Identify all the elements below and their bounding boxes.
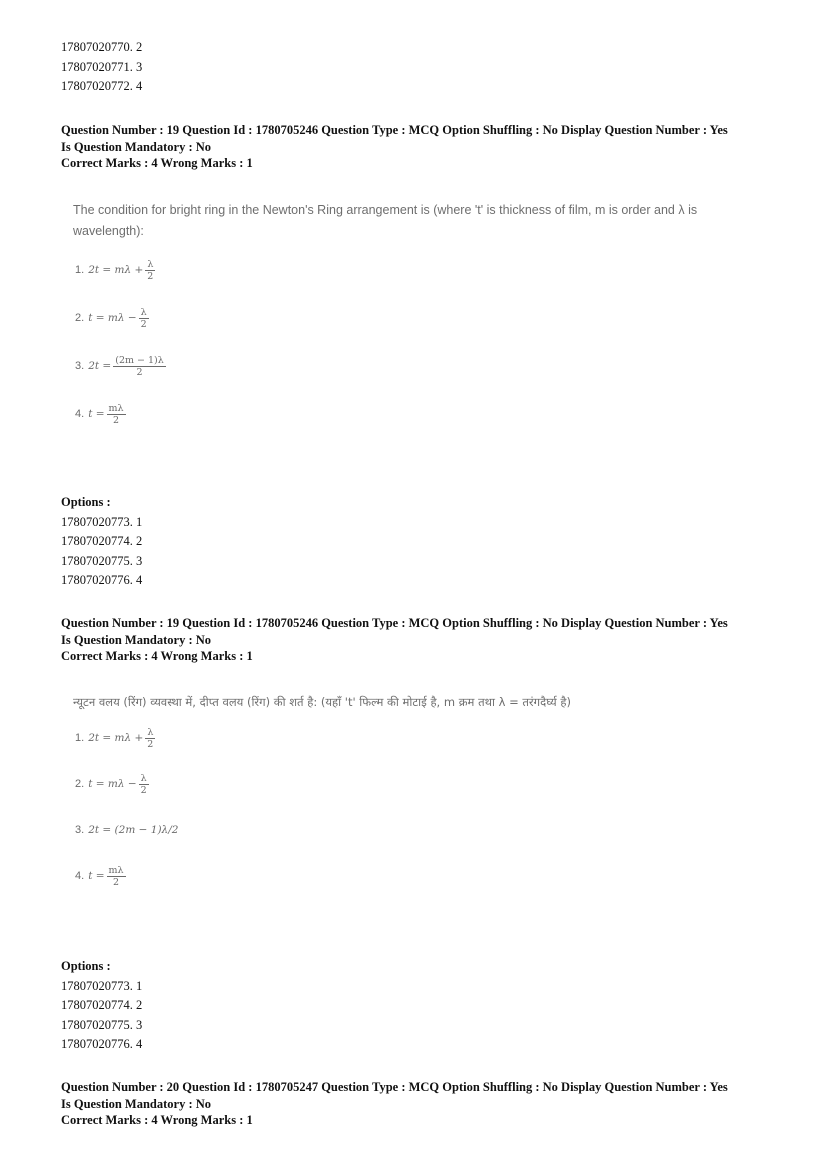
option-line: 17807020776. 4 xyxy=(61,573,143,588)
option-line: 17807020776. 4 xyxy=(61,1037,143,1052)
question-text-line: The condition for bright ring in the Newton's Ring arrangement is (where 't' is thickness of film, m is order and λ is xyxy=(73,203,698,217)
fraction-denominator: 2 xyxy=(140,318,147,330)
choice-number: 2. xyxy=(75,312,85,324)
choice-number: 1. xyxy=(75,264,85,276)
fraction-denominator: 2 xyxy=(147,270,154,282)
choice-number: 4. xyxy=(75,870,85,882)
question-19-en-image xyxy=(61,200,761,438)
option-line: 17807020773. 1 xyxy=(61,978,143,993)
question-marks-line: Correct Marks : 4 Wrong Marks : 1 xyxy=(61,1113,253,1127)
choice-2 xyxy=(75,294,761,342)
fraction-numerator: (2m − 1)λ xyxy=(115,354,164,366)
question-meta-line: Question Number : 19 Question Id : 1780705246 Question Type : MCQ Option Shuffling : No Display Question Number : Yes xyxy=(61,123,728,137)
fraction xyxy=(145,727,155,750)
question-19-en-options xyxy=(61,493,142,591)
previous-options-list xyxy=(61,38,142,97)
options-label: Options : xyxy=(61,495,111,509)
choice-equation: t = xyxy=(88,408,105,420)
choice-2 xyxy=(75,761,761,807)
question-19-hi-meta xyxy=(61,615,728,665)
choice-number: 4. xyxy=(75,408,85,420)
question-mandatory-line: Is Question Mandatory : No xyxy=(61,632,212,647)
question-text xyxy=(73,200,761,242)
question-meta-line: Question Number : 19 Question Id : 1780705246 Question Type : MCQ Option Shuffling : No Display Question Number : Yes xyxy=(61,616,728,630)
question-19-hi-image xyxy=(61,692,761,899)
fraction-numerator: mλ xyxy=(108,864,124,876)
question-20-meta xyxy=(61,1079,728,1129)
fraction-numerator: λ xyxy=(140,306,147,318)
option-line: 17807020770. 2 xyxy=(61,40,143,54)
fraction-denominator: 2 xyxy=(136,366,143,378)
fraction-numerator: λ xyxy=(147,258,154,270)
choice-number: 3. xyxy=(75,824,85,836)
question-meta-line: Question Number : 20 Question Id : 1780705247 Question Type : MCQ Option Shuffling : No Display Question Number : Yes xyxy=(61,1080,728,1094)
fraction xyxy=(107,865,126,888)
question-marks-line: Correct Marks : 4 Wrong Marks : 1 xyxy=(61,156,253,170)
question-19-en-meta xyxy=(61,122,728,172)
choice-equation: 2t = xyxy=(88,360,112,372)
choice-equation: t = xyxy=(88,870,105,882)
option-line: 17807020773. 1 xyxy=(61,514,143,529)
option-line: 17807020772. 4 xyxy=(61,79,143,94)
fraction xyxy=(139,307,149,330)
fraction-denominator: 2 xyxy=(147,738,154,750)
fraction-denominator: 2 xyxy=(113,414,120,426)
fraction xyxy=(139,773,149,796)
fraction xyxy=(145,259,155,282)
fraction-denominator: 2 xyxy=(140,784,147,796)
option-line: 17807020774. 2 xyxy=(61,998,143,1013)
fraction-numerator: mλ xyxy=(108,402,124,414)
choice-equation: t = mλ − xyxy=(88,778,137,790)
choice-4 xyxy=(75,853,761,899)
fraction-numerator: λ xyxy=(140,772,147,784)
choice-equation: 2t = mλ + xyxy=(88,264,144,276)
fraction-numerator: λ xyxy=(147,726,154,738)
question-marks-line: Correct Marks : 4 Wrong Marks : 1 xyxy=(61,649,253,663)
choice-1 xyxy=(75,246,761,294)
option-line: 17807020774. 2 xyxy=(61,534,143,549)
question-19-hi-options xyxy=(61,957,142,1055)
fraction xyxy=(113,355,166,378)
question-mandatory-line: Is Question Mandatory : No xyxy=(61,139,212,154)
choice-4 xyxy=(75,390,761,438)
option-line: 17807020771. 3 xyxy=(61,59,143,74)
choice-equation: 2t = (2m − 1)λ/2 xyxy=(88,824,179,836)
question-text-line: wavelength): xyxy=(73,224,144,238)
option-line: 17807020775. 3 xyxy=(61,553,143,568)
choice-number: 2. xyxy=(75,778,85,790)
choice-3 xyxy=(75,807,761,853)
choice-1 xyxy=(75,715,761,761)
options-label: Options : xyxy=(61,959,111,973)
choice-equation: t = mλ − xyxy=(88,312,137,324)
question-text: न्यूटन वलय (रिंग) व्यवस्था में, दीप्त वलय (रिंग) की शर्त है: (यहाँ 't' फिल्म की मोटाई है, m क्रम तथा λ = तरंगदैर्घ्य है) xyxy=(73,695,571,709)
question-mandatory-line: Is Question Mandatory : No xyxy=(61,1096,212,1111)
choice-number: 3. xyxy=(75,360,85,372)
choice-number: 1. xyxy=(75,732,85,744)
choice-equation: 2t = mλ + xyxy=(88,732,144,744)
option-line: 17807020775. 3 xyxy=(61,1017,143,1032)
choice-3 xyxy=(75,342,761,390)
fraction xyxy=(107,403,126,426)
fraction-denominator: 2 xyxy=(113,876,120,888)
